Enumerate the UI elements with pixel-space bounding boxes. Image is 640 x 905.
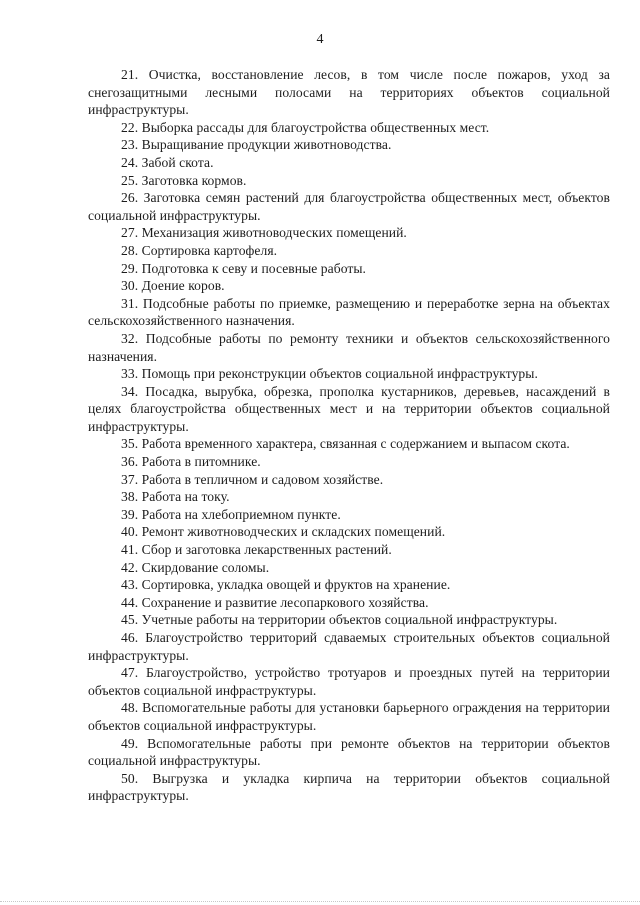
work-list: [88, 66, 610, 805]
list-item: 38. Работа на току.: [121, 489, 230, 505]
list-item: 37. Работа в тепличном и садовом хозяйстве.: [121, 471, 384, 487]
list-item: 25. Заготовка кормов.: [121, 172, 247, 188]
list-item: 32. Подсобные работы по ремонту техники и объектов сельскохозяйственного назначения.: [88, 330, 610, 364]
list-item: 21. Очистка, восстановление лесов, в том числе после пожаров, уход за снегозащитными лесными полосами на территориях объектов социальной инфраструктуры.: [88, 67, 610, 118]
list-item: 24. Забой скота.: [121, 154, 214, 170]
list-item: 27. Механизация животноводческих помещений.: [121, 225, 407, 241]
list-item: 34. Посадка, вырубка, обрезка, прополка кустарников, деревьев, насаждений в целях благоустройства общественных мест и на территории объектов социальной инфраструктуры.: [88, 383, 610, 434]
list-item: 47. Благоустройство, устройство тротуаров и проездных путей на территории объектов социальной инфраструктуры.: [88, 665, 610, 698]
list-item: 26. Заготовка семян растений для благоустройства общественных мест, объектов социальной инфраструктуры.: [88, 190, 610, 223]
list-item: 31. Подсобные работы по приемке, размещению и переработке зерна на объектах сельскохозяйственного назначения.: [88, 295, 610, 329]
list-item: 33. Помощь при реконструкции объектов социальной инфраструктуры.: [121, 366, 538, 382]
list-item: 40. Ремонт животноводческих и складских помещений.: [121, 524, 446, 540]
list-item: 44. Сохранение и развитие лесопаркового хозяйства.: [121, 594, 429, 610]
list-item: 39. Работа на хлебоприемном пункте.: [121, 506, 341, 522]
list-item: 35. Работа временного характера, связанная с содержанием и выпасом скота.: [121, 436, 570, 452]
list-item: 49. Вспомогательные работы при ремонте объектов на территории объектов социальной инфраструктуры.: [88, 735, 610, 769]
list-item: 30. Доение коров.: [121, 278, 225, 294]
list-item: 46. Благоустройство территорий сдаваемых строительных объектов социальной инфраструктуры.: [88, 630, 610, 663]
page-bottom-divider: [0, 901, 640, 902]
list-item: 36. Работа в питомнике.: [121, 454, 261, 470]
page-number: 4: [316, 32, 324, 47]
list-item: 48. Вспомогательные работы для установки барьерного ограждения на территории объектов социальной инфраструктуры.: [88, 700, 610, 733]
list-item: 42. Скирдование соломы.: [121, 559, 270, 575]
list-item: 50. Выгрузка и укладка кирпича на территории объектов социальной инфраструктуры.: [88, 770, 610, 804]
list-item: 23. Выращивание продукции животноводства.: [121, 137, 392, 153]
list-item: 29. Подготовка к севу и посевные работы.: [121, 260, 366, 276]
list-item: 45. Учетные работы на территории объектов социальной инфраструктуры.: [121, 612, 558, 628]
list-item: 41. Сбор и заготовка лекарственных растений.: [121, 542, 392, 558]
list-item: 22. Выборка рассады для благоустройства общественных мест.: [121, 119, 490, 135]
list-item: 43. Сортировка, укладка овощей и фруктов на хранение.: [121, 577, 451, 593]
list-item: 28. Сортировка картофеля.: [121, 242, 278, 258]
